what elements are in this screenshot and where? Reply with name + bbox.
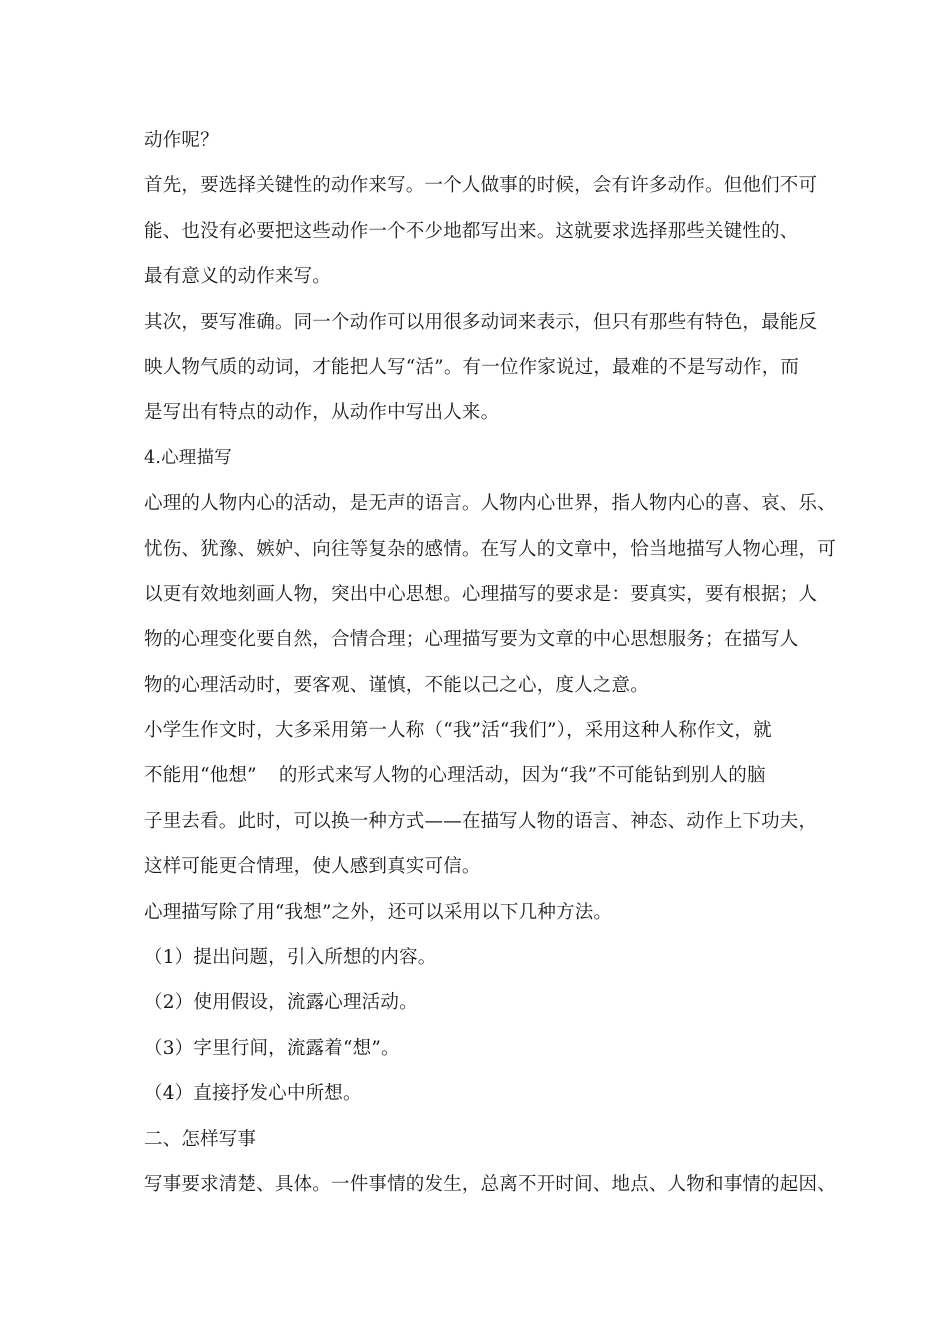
text-line: 忧伤、犹豫、嫉妒、向往等复杂的感情。在写人的文章中，恰当地描写人物心理，可 <box>144 538 836 560</box>
list-item: （4）直接抒发心中所想。 <box>144 1083 362 1105</box>
text-line: 子里去看。此时，可以换一种方式——在描写人物的语言、神态、动作上下功夫， <box>144 810 818 832</box>
text-fragment: 的形式来写人物的心理活动，因为“我”不可能钻到别人的脑 <box>278 765 766 787</box>
text-line: 动作呢？ <box>144 130 219 151</box>
text-line: 是写出有特点的动作，从动作中写出人来。 <box>144 402 500 424</box>
section-heading: 4.心理描写 <box>144 447 232 468</box>
text-line: 写事要求清楚、具体。一件事情的发生，总离不开时间、地点、人物和事情的起因、 <box>144 1173 836 1195</box>
text-fragment: 不能用“他想” <box>144 765 257 787</box>
text-line: 最有意义的动作来写。 <box>144 266 332 288</box>
text-line: 小学生作文时，大多采用第一人称（“我”活“我们”），采用这种人称作文，就 <box>144 720 772 742</box>
section-heading: 二、怎样写事 <box>144 1128 257 1150</box>
text-line: 映人物气质的动词，才能把人写“活”。有一位作家说过，最难的不是写动作，而 <box>144 356 800 378</box>
text-line <box>144 753 814 798</box>
document-body <box>144 118 836 1207</box>
text-line: 首先，要选择关键性的动作来写。一个人做事的时候，会有许多动作。但他们不可 <box>144 175 818 197</box>
text-line: 心理的人物内心的活动，是无声的语言。人物内心世界，指人物内心的喜、哀、乐、 <box>144 493 836 515</box>
text-line: 物的心理变化要自然，合情合理；心理描写要为文章的中心思想服务；在描写人 <box>144 629 799 651</box>
list-item: （3）字里行间，流露着“想”。 <box>144 1037 400 1059</box>
text-line: 物的心理活动时，要客观、谨慎，不能以己之心，度人之意。 <box>144 674 649 696</box>
text-line: 能、也没有必要把这些动作一个不少地都写出来。这就要求选择那些关键性的、 <box>144 220 799 242</box>
text-line: 心理描写除了用“我想”之外，还可以采用以下几种方法。 <box>144 901 613 923</box>
text-line: 以更有效地刻画人物，突出中心思想。心理描写的要求是：要真实，要有根据；人 <box>144 583 818 605</box>
text-line: 其次，要写准确。同一个动作可以用很多动词来表示，但只有那些有特色，最能反 <box>144 311 818 333</box>
list-item: （2）使用假设，流露心理活动。 <box>144 992 418 1014</box>
list-item: （1）提出问题，引入所想的内容。 <box>144 947 437 969</box>
text-line: 这样可能更合情理，使人感到真实可信。 <box>144 856 481 878</box>
